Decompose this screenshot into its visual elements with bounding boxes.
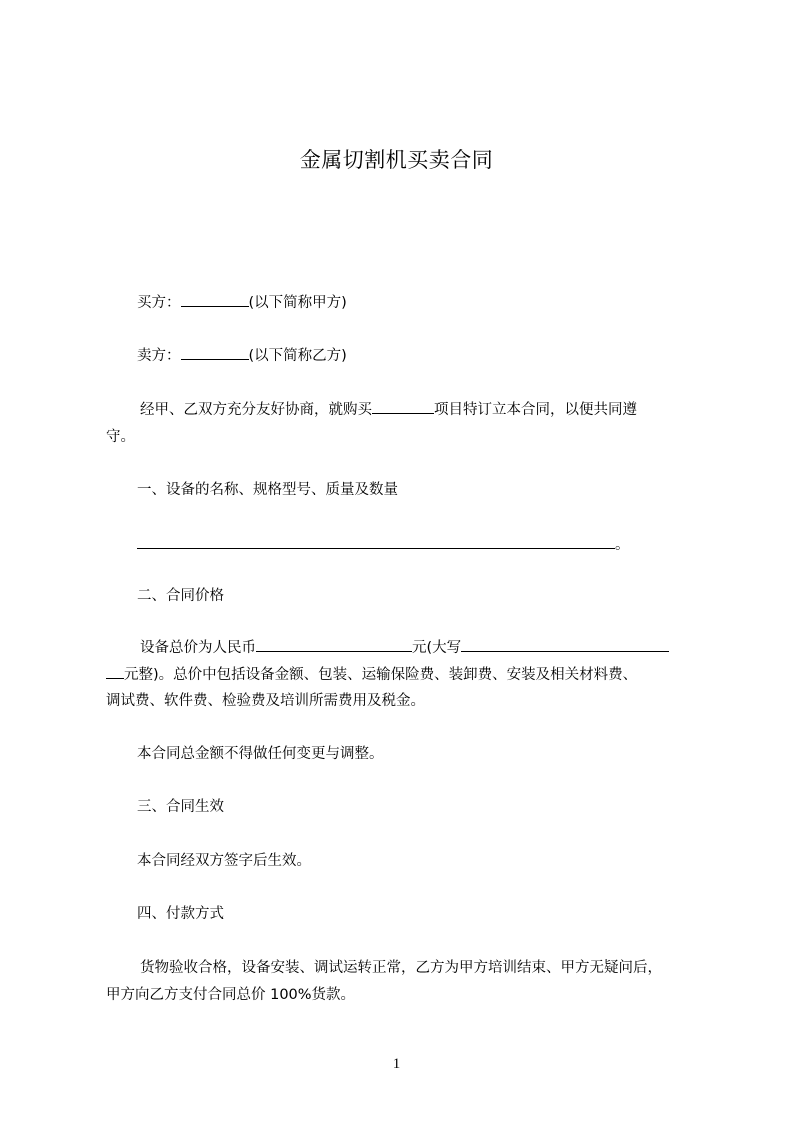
intro-text-a: 经甲、乙双方充分友好协商，就购买 [140, 402, 372, 418]
price-line-2 [106, 664, 637, 685]
section-1-line [137, 534, 630, 555]
buyer-blank [181, 292, 249, 307]
section-2-heading: 二、合同价格 [137, 588, 224, 604]
price-amount-blank [256, 637, 412, 652]
price-words-blank-cont [106, 664, 124, 679]
buyer-suffix: (以下简称甲方) [248, 295, 347, 311]
section-3-heading: 三、合同生效 [137, 799, 224, 815]
page-number: 1 [392, 1056, 401, 1072]
intro-line-2: 守。 [106, 429, 135, 445]
payment-line-2: 甲方向乙方支付合同总价 100%货款。 [106, 987, 356, 1003]
section-1-end: 。 [615, 537, 630, 553]
seller-suffix: (以下简称乙方) [248, 348, 347, 364]
seller-blank [181, 345, 249, 360]
price-text-b: 元(大写 [412, 640, 462, 656]
price-text-c: 元整)。总价中包括设备金额、包装、运输保险费、装卸费、安装及相关材料费、 [124, 667, 638, 683]
effect-text: 本合同经双方签字后生效。 [137, 853, 311, 869]
equipment-blank [137, 534, 615, 549]
contract-title: 金属切割机买卖合同 [299, 148, 494, 172]
price-words-blank [461, 637, 669, 652]
price-text-a: 设备总价为人民币 [140, 640, 256, 656]
section-4-heading: 四、付款方式 [137, 906, 224, 922]
price-line-1 [140, 637, 669, 658]
price-line-3: 调试费、软件费、检验费及培训所需费用及税金。 [106, 693, 425, 709]
seller-line [137, 345, 347, 366]
payment-line-1: 货物验收合格，设备安装、调试运转正常，乙方为甲方培训结束、甲方无疑问后， [140, 960, 662, 976]
section-1-heading: 一、设备的名称、规格型号、质量及数量 [137, 482, 398, 498]
intro-blank [372, 399, 434, 414]
intro-text-b: 项目特订立本合同，以便共同遵 [434, 402, 637, 418]
buyer-line [137, 292, 347, 313]
seller-label: 卖方： [137, 348, 181, 364]
buyer-label: 买方： [137, 295, 181, 311]
price-fixed-text: 本合同总金额不得做任何变更与调整。 [137, 746, 384, 762]
intro-line-1 [140, 399, 637, 420]
